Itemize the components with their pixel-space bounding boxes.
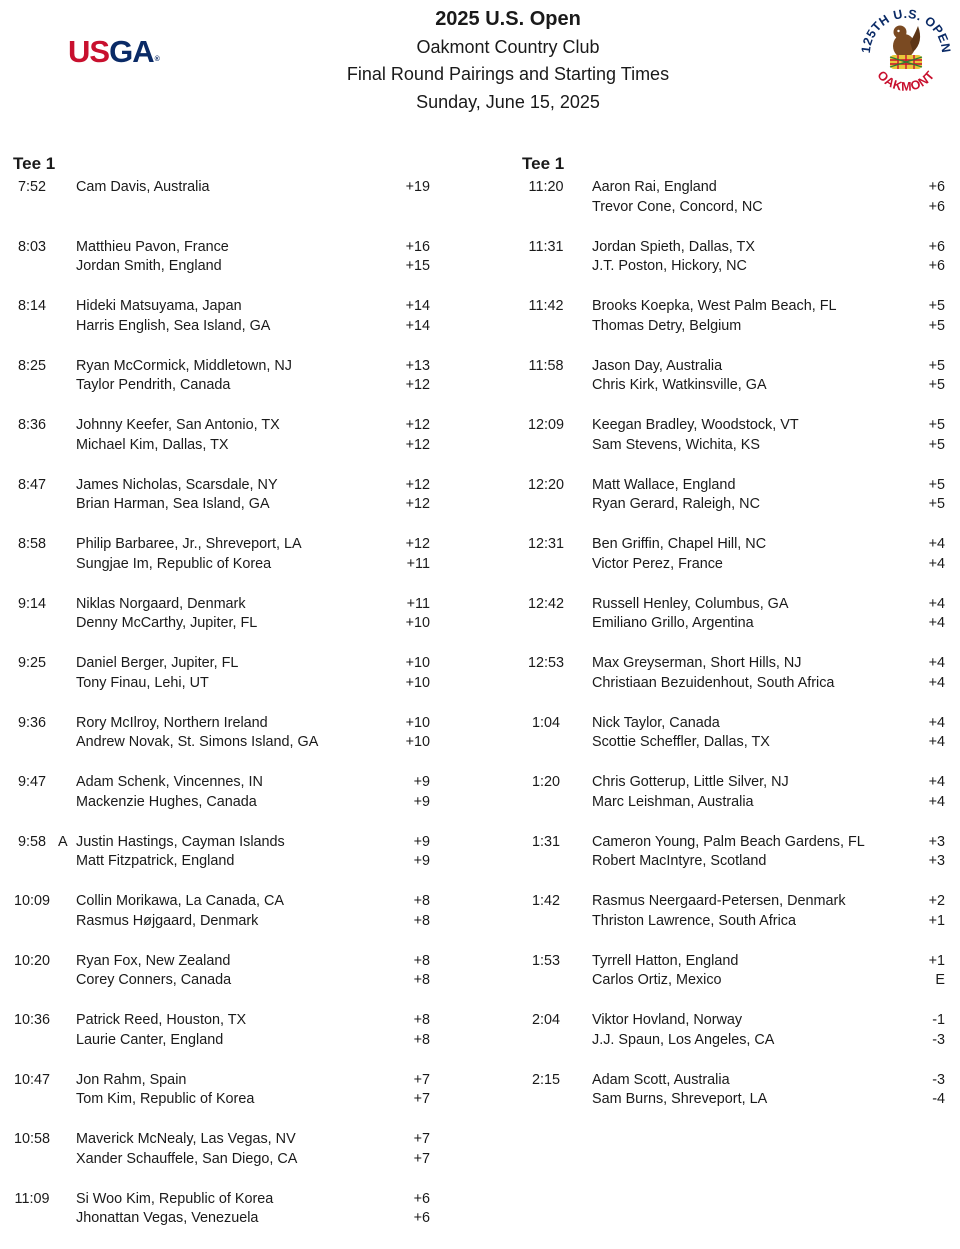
tee-time: 10:47: [6, 1071, 58, 1091]
player-name: Carlos Ortiz, Mexico: [592, 971, 722, 991]
player-row: [0, 535, 440, 555]
player-score: +6: [905, 238, 945, 258]
pairing-group: [520, 535, 960, 595]
player-score: -4: [905, 1090, 945, 1110]
player-name: Ben Griffin, Chapel Hill, NC: [592, 535, 766, 555]
player-name: Chris Kirk, Watkinsville, GA: [592, 376, 767, 396]
player-score: +4: [905, 535, 945, 555]
player-score: +9: [390, 793, 430, 813]
player-name: Rasmus Højgaard, Denmark: [76, 912, 258, 932]
player-name: Jordan Spieth, Dallas, TX: [592, 238, 755, 258]
pairings-list: [520, 178, 960, 1130]
player-score: +5: [905, 297, 945, 317]
player-score: +12: [390, 376, 430, 396]
player-name: Sam Stevens, Wichita, KS: [592, 436, 760, 456]
player-row: [0, 1031, 440, 1051]
player-score: +14: [390, 297, 430, 317]
player-name: Adam Schenk, Vincennes, IN: [76, 773, 263, 793]
player-name: Victor Perez, France: [592, 555, 723, 575]
player-score: +6: [905, 178, 945, 198]
player-row: [520, 238, 960, 258]
player-score: +9: [390, 833, 430, 853]
usga-logo-us: US: [68, 34, 109, 69]
tee-time: 11:42: [520, 297, 572, 317]
pairing-group: [520, 1071, 960, 1131]
player-name: Adam Scott, Australia: [592, 1071, 730, 1091]
player-name: Taylor Pendrith, Canada: [76, 376, 230, 396]
player-row: [520, 971, 960, 991]
squirrel-mascot-icon: [890, 26, 922, 70]
player-score: +7: [390, 1130, 430, 1150]
player-name: Matt Wallace, England: [592, 476, 735, 496]
player-name: Corey Conners, Canada: [76, 971, 231, 991]
player-score: +8: [390, 1031, 430, 1051]
player-score: +5: [905, 416, 945, 436]
player-row: [520, 1011, 960, 1031]
player-score: +14: [390, 317, 430, 337]
pairing-group: [0, 297, 440, 357]
player-score: +10: [390, 714, 430, 734]
player-name: James Nicholas, Scarsdale, NY: [76, 476, 278, 496]
player-row: [0, 852, 440, 872]
venue-name: Oakmont Country Club: [300, 34, 716, 62]
player-name: Andrew Novak, St. Simons Island, GA: [76, 733, 318, 753]
player-score: +5: [905, 357, 945, 377]
player-row: [520, 614, 960, 634]
pairing-group: [0, 1190, 440, 1249]
tee-heading: Tee 1: [0, 150, 440, 178]
player-name: Si Woo Kim, Republic of Korea: [76, 1190, 273, 1210]
player-score: +4: [905, 793, 945, 813]
player-score: -3: [905, 1071, 945, 1091]
pairing-group: [0, 357, 440, 417]
pairing-group: [0, 952, 440, 1012]
tee-time: 7:52: [6, 178, 58, 198]
player-row: [520, 892, 960, 912]
tee-time: 10:20: [6, 952, 58, 972]
player-score: +4: [905, 595, 945, 615]
player-name: Mackenzie Hughes, Canada: [76, 793, 257, 813]
tee-time: 1:31: [520, 833, 572, 853]
player-score: +4: [905, 614, 945, 634]
tee-time: 1:42: [520, 892, 572, 912]
player-name: Harris English, Sea Island, GA: [76, 317, 270, 337]
player-row: [0, 238, 440, 258]
player-name: Matthieu Pavon, France: [76, 238, 229, 258]
player-row: [520, 674, 960, 694]
player-row: [520, 793, 960, 813]
player-name: Chris Gotterup, Little Silver, NJ: [592, 773, 789, 793]
player-score: +4: [905, 773, 945, 793]
player-score: +5: [905, 376, 945, 396]
player-name: Sungjae Im, Republic of Korea: [76, 555, 271, 575]
player-row: [0, 595, 440, 615]
tee-time: 9:47: [6, 773, 58, 793]
seal-bottom-text: OAKMONT: [874, 68, 937, 94]
player-name: Justin Hastings, Cayman Islands: [76, 833, 285, 853]
player-score: +3: [905, 833, 945, 853]
player-score: -1: [905, 1011, 945, 1031]
usga-logo-ga: GA: [109, 34, 154, 69]
player-name: Christiaan Bezuidenhout, South Africa: [592, 674, 834, 694]
tee-time: 8:36: [6, 416, 58, 436]
pairing-group: [0, 1071, 440, 1131]
player-row: [0, 1190, 440, 1210]
player-name: Nick Taylor, Canada: [592, 714, 720, 734]
player-name: Tyrrell Hatton, England: [592, 952, 738, 972]
player-row: [520, 476, 960, 496]
pairing-group: [520, 773, 960, 833]
player-name: Brooks Koepka, West Palm Beach, FL: [592, 297, 837, 317]
player-row: [0, 912, 440, 932]
pairing-group: [0, 178, 440, 238]
pairing-group: [520, 297, 960, 357]
player-score: +7: [390, 1090, 430, 1110]
player-name: Ryan Fox, New Zealand: [76, 952, 230, 972]
player-name: Ryan McCormick, Middletown, NJ: [76, 357, 292, 377]
player-name: Sam Burns, Shreveport, LA: [592, 1090, 767, 1110]
tee-time: 12:09: [520, 416, 572, 436]
player-row: [0, 476, 440, 496]
tee-time: 8:03: [6, 238, 58, 258]
pairing-group: [520, 892, 960, 952]
tee-time: 8:25: [6, 357, 58, 377]
player-name: Thomas Detry, Belgium: [592, 317, 741, 337]
player-row: [0, 257, 440, 277]
pairing-group: [0, 238, 440, 298]
player-row: [0, 1150, 440, 1170]
player-name: J.T. Poston, Hickory, NC: [592, 257, 747, 277]
tee-time: 10:58: [6, 1130, 58, 1150]
player-score: +6: [905, 198, 945, 218]
player-name: Jordan Smith, England: [76, 257, 222, 277]
player-name: Denny McCarthy, Jupiter, FL: [76, 614, 257, 634]
player-row: [0, 733, 440, 753]
tee-time: 9:25: [6, 654, 58, 674]
player-row: [520, 555, 960, 575]
player-score: +9: [390, 773, 430, 793]
player-name: Cam Davis, Australia: [76, 178, 210, 198]
player-row: [0, 416, 440, 436]
player-score: +12: [390, 436, 430, 456]
pairing-group: [0, 714, 440, 774]
player-row: [0, 773, 440, 793]
pairing-group: [520, 178, 960, 238]
player-score: +4: [905, 674, 945, 694]
player-score: +12: [390, 476, 430, 496]
round-date: Sunday, June 15, 2025: [300, 89, 716, 117]
player-row: [0, 357, 440, 377]
player-name: Jon Rahm, Spain: [76, 1071, 186, 1091]
player-row: [0, 317, 440, 337]
player-score: +5: [905, 495, 945, 515]
pairing-group: [520, 714, 960, 774]
tee-time: 8:14: [6, 297, 58, 317]
player-row: [0, 1209, 440, 1229]
player-row: [520, 1071, 960, 1091]
tee-time: 12:20: [520, 476, 572, 496]
page-title: 2025 U.S. Open: [300, 6, 716, 34]
player-score: -3: [905, 1031, 945, 1051]
player-name: Scottie Scheffler, Dallas, TX: [592, 733, 770, 753]
pairing-group: [0, 595, 440, 655]
player-row: [520, 376, 960, 396]
player-row: [0, 674, 440, 694]
player-name: Rasmus Neergaard-Petersen, Denmark: [592, 892, 846, 912]
player-row: [520, 297, 960, 317]
pairing-group: [0, 833, 440, 893]
player-name: Ryan Gerard, Raleigh, NC: [592, 495, 760, 515]
pairing-group: [520, 476, 960, 536]
tee-time: 2:04: [520, 1011, 572, 1031]
player-score: +1: [905, 952, 945, 972]
player-row: [520, 952, 960, 972]
player-row: [520, 654, 960, 674]
tee-time: 11:09: [6, 1190, 58, 1210]
player-row: [520, 535, 960, 555]
player-row: [0, 614, 440, 634]
player-score: +3: [905, 852, 945, 872]
tee-time: 8:58: [6, 535, 58, 555]
pairing-group: [520, 238, 960, 298]
player-score: +12: [390, 535, 430, 555]
tee-time: 10:36: [6, 1011, 58, 1031]
player-score: +6: [390, 1209, 430, 1229]
player-name: Robert MacIntyre, Scotland: [592, 852, 766, 872]
pairing-group: [520, 416, 960, 476]
pairing-group: [0, 1011, 440, 1071]
title-block: [300, 6, 716, 116]
tee-time: 11:31: [520, 238, 572, 258]
player-row: [0, 1071, 440, 1091]
player-row: [520, 317, 960, 337]
player-score: +8: [390, 912, 430, 932]
tee-time: 9:14: [6, 595, 58, 615]
tee-time: 1:53: [520, 952, 572, 972]
player-row: [520, 1090, 960, 1110]
player-name: Max Greyserman, Short Hills, NJ: [592, 654, 802, 674]
player-score: +8: [390, 892, 430, 912]
pairing-group: [520, 654, 960, 714]
player-score: +4: [905, 555, 945, 575]
tee-column-right: [520, 150, 960, 1130]
tee-time: 12:31: [520, 535, 572, 555]
tee-time: 1:04: [520, 714, 572, 734]
player-row: [0, 495, 440, 515]
player-row: [520, 495, 960, 515]
player-score: +10: [390, 654, 430, 674]
player-row: [0, 1130, 440, 1150]
player-score: +12: [390, 495, 430, 515]
player-row: [520, 912, 960, 932]
player-score: +15: [390, 257, 430, 277]
player-score: +8: [390, 1011, 430, 1031]
player-name: Hideki Matsuyama, Japan: [76, 297, 242, 317]
player-score: +10: [390, 674, 430, 694]
player-row: [520, 852, 960, 872]
player-name: Viktor Hovland, Norway: [592, 1011, 742, 1031]
player-name: Patrick Reed, Houston, TX: [76, 1011, 246, 1031]
pairing-group: [0, 476, 440, 536]
player-name: Marc Leishman, Australia: [592, 793, 754, 813]
player-name: Cameron Young, Palm Beach Gardens, FL: [592, 833, 865, 853]
player-row: [520, 357, 960, 377]
player-name: Laurie Canter, England: [76, 1031, 223, 1051]
tee-time: 8:47: [6, 476, 58, 496]
us-open-seal-logo: [856, 2, 956, 102]
player-name: Tom Kim, Republic of Korea: [76, 1090, 254, 1110]
player-score: +1: [905, 912, 945, 932]
player-row: [520, 833, 960, 853]
player-score: E: [905, 971, 945, 991]
tee-time: 12:42: [520, 595, 572, 615]
pairing-group: [0, 654, 440, 714]
player-score: +19: [390, 178, 430, 198]
tee-time: 12:53: [520, 654, 572, 674]
player-score: +16: [390, 238, 430, 258]
pairing-group: [520, 1011, 960, 1071]
player-row: [520, 733, 960, 753]
player-score: +4: [905, 733, 945, 753]
player-row: [0, 793, 440, 813]
player-score: +9: [390, 852, 430, 872]
tee-time: 9:58: [6, 833, 58, 853]
player-score: +4: [905, 714, 945, 734]
player-row: [0, 892, 440, 912]
player-row: [520, 773, 960, 793]
player-score: +10: [390, 614, 430, 634]
tee-time: 11:58: [520, 357, 572, 377]
page-subtitle: Final Round Pairings and Starting Times: [300, 61, 716, 89]
pairing-group: [520, 833, 960, 893]
player-name: Jhonattan Vegas, Venezuela: [76, 1209, 258, 1229]
player-row: [520, 257, 960, 277]
player-name: Maverick McNealy, Las Vegas, NV: [76, 1130, 296, 1150]
tee-time: 9:36: [6, 714, 58, 734]
tee-time: 1:20: [520, 773, 572, 793]
player-score: +10: [390, 733, 430, 753]
player-name: Trevor Cone, Concord, NC: [592, 198, 763, 218]
player-name: Rory McIlroy, Northern Ireland: [76, 714, 268, 734]
player-name: Philip Barbaree, Jr., Shreveport, LA: [76, 535, 302, 555]
player-score: +4: [905, 654, 945, 674]
player-score: +13: [390, 357, 430, 377]
player-row: [0, 297, 440, 317]
tee-column-left: [0, 150, 440, 1249]
pairing-group: [520, 952, 960, 1012]
player-row: [0, 714, 440, 734]
player-name: Xander Schauffele, San Diego, CA: [76, 1150, 297, 1170]
page-header: [0, 0, 960, 130]
player-name: Matt Fitzpatrick, England: [76, 852, 234, 872]
player-score: +8: [390, 971, 430, 991]
player-row: [520, 595, 960, 615]
player-score: +8: [390, 952, 430, 972]
player-name: Tony Finau, Lehi, UT: [76, 674, 209, 694]
player-row: [0, 1011, 440, 1031]
player-name: Emiliano Grillo, Argentina: [592, 614, 754, 634]
tee-time: 11:20: [520, 178, 572, 198]
player-score: +7: [390, 1150, 430, 1170]
usga-logo: [68, 36, 159, 67]
pairing-group: [520, 595, 960, 655]
player-row: [520, 436, 960, 456]
player-name: Daniel Berger, Jupiter, FL: [76, 654, 238, 674]
player-row: [520, 178, 960, 198]
pairing-group: [0, 1130, 440, 1190]
player-score: +11: [390, 555, 430, 575]
player-score: +11: [390, 595, 430, 615]
player-row: [0, 436, 440, 456]
player-row: [520, 714, 960, 734]
pairing-group: [0, 416, 440, 476]
player-name: Niklas Norgaard, Denmark: [76, 595, 246, 615]
player-row: [0, 555, 440, 575]
player-name: J.J. Spaun, Los Angeles, CA: [592, 1031, 774, 1051]
tee-time: 10:09: [6, 892, 58, 912]
player-score: +2: [905, 892, 945, 912]
tee-time: 2:15: [520, 1071, 572, 1091]
player-score: +6: [390, 1190, 430, 1210]
player-name: Jason Day, Australia: [592, 357, 722, 377]
player-score: +5: [905, 317, 945, 337]
player-row: [0, 376, 440, 396]
player-name: Thriston Lawrence, South Africa: [592, 912, 796, 932]
player-row: [520, 1031, 960, 1051]
player-row: [0, 1090, 440, 1110]
tee-heading: Tee 1: [520, 150, 960, 178]
player-name: Collin Morikawa, La Canada, CA: [76, 892, 284, 912]
player-name: Johnny Keefer, San Antonio, TX: [76, 416, 280, 436]
player-score: +7: [390, 1071, 430, 1091]
pairing-group: [0, 773, 440, 833]
player-row: [0, 178, 440, 198]
player-score: +5: [905, 436, 945, 456]
player-name: Keegan Bradley, Woodstock, VT: [592, 416, 799, 436]
player-row: [0, 952, 440, 972]
player-row: [0, 654, 440, 674]
pairing-group: [0, 892, 440, 952]
player-row: [0, 833, 440, 853]
svg-text:OAKMONT: [874, 68, 937, 94]
pairings-list: [0, 178, 440, 1249]
player-row: [520, 416, 960, 436]
player-name: Aaron Rai, England: [592, 178, 717, 198]
player-score: +12: [390, 416, 430, 436]
player-score: +6: [905, 257, 945, 277]
player-score: +5: [905, 476, 945, 496]
player-row: [520, 198, 960, 218]
pairing-group: [0, 535, 440, 595]
player-name: Michael Kim, Dallas, TX: [76, 436, 228, 456]
amateur-flag: A: [58, 833, 68, 853]
usga-logo-reg: ®: [155, 56, 159, 63]
seal-top-text: 125TH U.S. OPEN: [859, 7, 953, 54]
player-name: Russell Henley, Columbus, GA: [592, 595, 788, 615]
player-name: Brian Harman, Sea Island, GA: [76, 495, 270, 515]
player-row: [0, 971, 440, 991]
pairing-group: [520, 357, 960, 417]
